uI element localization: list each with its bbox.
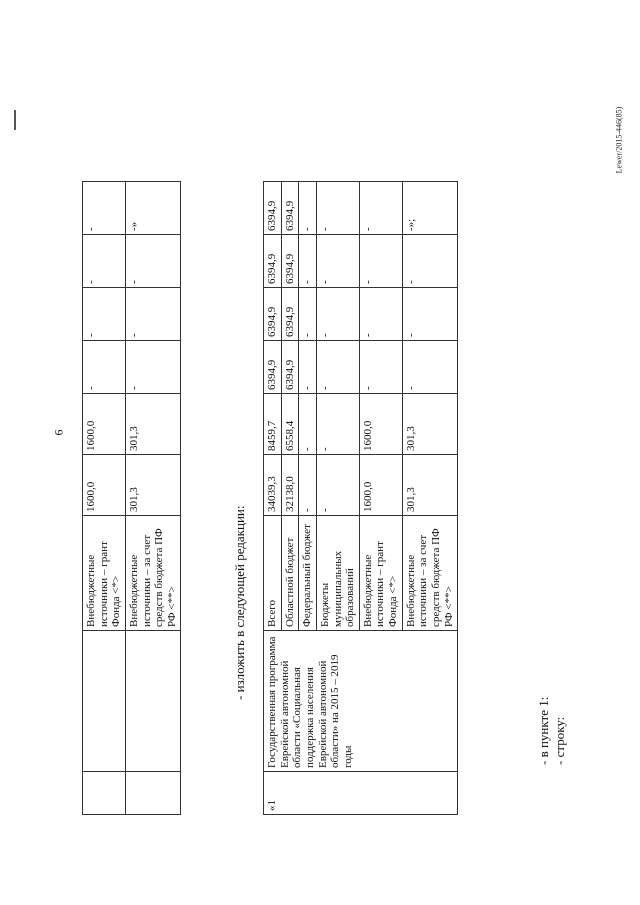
value-cell: 6394,9 [264, 341, 282, 394]
table-cell [125, 772, 181, 815]
value-cell: -»; [402, 182, 458, 235]
value-cell: 1600,0 [83, 455, 126, 516]
value-cell: - [125, 288, 181, 341]
value-cell: - [316, 235, 359, 288]
row-label: Внебюджетные источники – за счет средств бюджета ПФ РФ <**> [125, 516, 181, 631]
value-cell: 301,3 [402, 394, 458, 455]
value-cell: - [125, 235, 181, 288]
value-cell: 6558,4 [281, 394, 299, 455]
value-cell: - [359, 235, 402, 288]
value-cell: 301,3 [125, 455, 181, 516]
value-cell: 1600,0 [83, 394, 126, 455]
value-cell: - [316, 288, 359, 341]
value-cell: - [83, 235, 126, 288]
value-cell: - [316, 341, 359, 394]
row-label: Бюджеты муниципальных образований [316, 516, 359, 631]
value-cell: 6394,9 [264, 288, 282, 341]
value-cell: - [299, 235, 317, 288]
page-number: 6 [51, 429, 66, 436]
value-cell: - [316, 182, 359, 235]
value-cell: - [83, 182, 126, 235]
row-label: Внебюджетные источники – грант Фонда <*> [83, 516, 126, 631]
row-label: Внебюджетные источники – грант Фонда <*> [359, 516, 402, 631]
value-cell: 301,3 [125, 394, 181, 455]
value-cell: - [299, 341, 317, 394]
value-cell: 6394,9 [281, 235, 299, 288]
table-cell [83, 631, 126, 772]
value-cell: - [316, 455, 359, 516]
value-cell: 6394,9 [281, 288, 299, 341]
row-label: Областной бюджет [281, 516, 299, 631]
row-label: Федеральный бюджет [299, 516, 317, 631]
value-cell: - [299, 455, 317, 516]
table-bottom [263, 181, 458, 815]
value-cell: - [402, 341, 458, 394]
value-cell: 1600,0 [359, 394, 402, 455]
value-cell: 8459,7 [264, 394, 282, 455]
section-caption: - изложить в следующей редакции: [232, 505, 247, 700]
value-cell: - [125, 341, 181, 394]
value-cell: 6394,9 [281, 182, 299, 235]
value-cell: - [83, 341, 126, 394]
value-cell: -» [125, 182, 181, 235]
value-cell: - [402, 235, 458, 288]
value-cell: - [299, 182, 317, 235]
value-cell: 6394,9 [264, 182, 282, 235]
row-label: Всего [264, 516, 282, 631]
value-cell: 6394,9 [281, 341, 299, 394]
stamp-text: Lewer/2015-446(85) [614, 106, 624, 174]
value-cell: - [83, 288, 126, 341]
value-cell: - [359, 341, 402, 394]
program-name: Государственная программа Еврейской автономной области «Социальная поддержка населения Еврейской автономной области» на 2015 – 2019 годы [264, 631, 458, 772]
value-cell: 301,3 [402, 455, 458, 516]
value-cell: 34039,3 [264, 455, 282, 516]
table-row [264, 182, 282, 815]
footer-line-2: - строку: [552, 716, 567, 765]
value-cell: - [402, 288, 458, 341]
value-cell: - [299, 394, 317, 455]
row-label: Внебюджетные источники – за счет средств бюджета ПФ РФ <**> [402, 516, 458, 631]
value-cell: 6394,9 [264, 235, 282, 288]
footer-line-1: - в пункте 1: [536, 696, 551, 765]
value-cell: 32138,0 [281, 455, 299, 516]
table-top [82, 181, 181, 815]
table-row [83, 182, 126, 815]
table-cell [125, 631, 181, 772]
value-cell: - [299, 288, 317, 341]
value-cell: - [359, 182, 402, 235]
value-cell: - [316, 394, 359, 455]
value-cell: 1600,0 [359, 455, 402, 516]
row-number: «1 [264, 772, 458, 815]
table-row [125, 182, 181, 815]
table-cell [83, 772, 126, 815]
value-cell: - [359, 288, 402, 341]
